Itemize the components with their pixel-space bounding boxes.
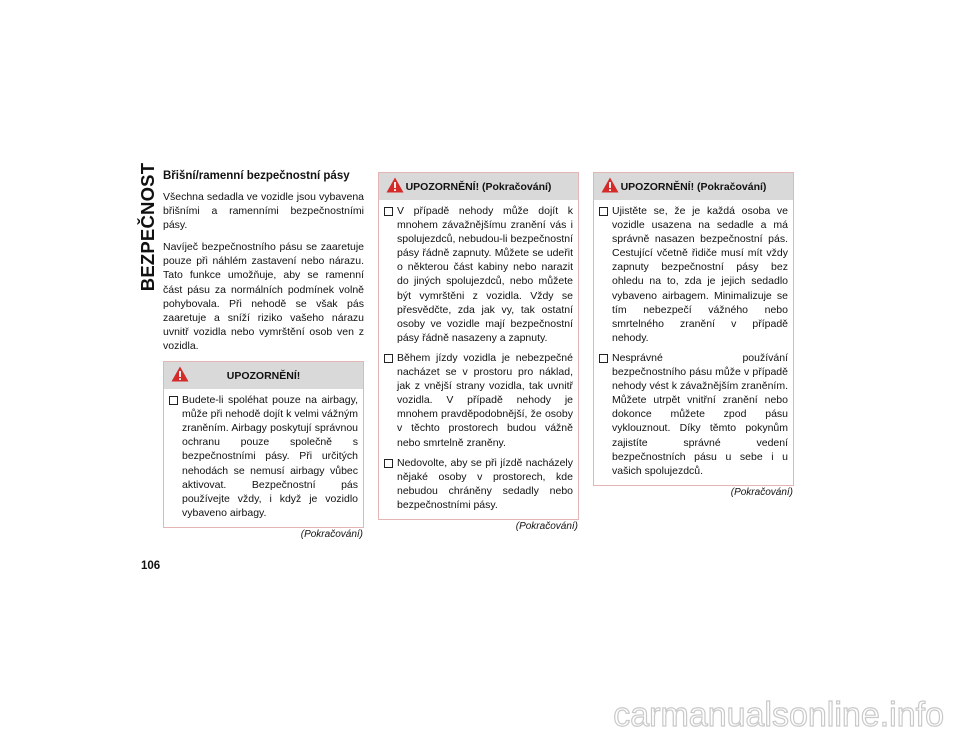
checkbox-bullet-icon [599,207,608,216]
column-1 [163,170,364,540]
column-3 [593,170,794,498]
warning-box [593,172,794,486]
list-item-text: Nedovolte, aby se při jízdě nacházely nějaké osoby v prostorech, kde nebudou chráněny sedadly nebo bezpečnostními pásy. [397,456,573,511]
checkbox-bullet-icon [384,354,393,363]
warning-title: UPOZORNĚNÍ! [226,369,301,382]
warning-body [594,200,793,485]
retractor-paragraph: Navíječ bezpečnostního pásu se zaaretuje pouze při náhlém zastavení nebo nárazu. Tato funkce umožňuje, aby se ramenní část pásu za normálních podmínek volně pohybovala. Při nehodě se však pás zaaretuje a sníží riziko vašeho nárazu uvnitř vozidla nebo vymrštění osob ven z vozidla. [163,241,364,352]
list-item [384,351,573,450]
checkbox-bullet-icon [384,459,393,468]
warning-box [378,172,579,520]
list-item [169,393,358,520]
page-number: 106 [141,560,161,572]
warning-body [379,200,578,519]
list-item [599,351,788,478]
intro-paragraph: Všechna sedadla ve vozidle jsou vybavena břišními a ramenními bezpečnostními pásy. [163,191,364,232]
warning-triangle-icon [601,177,619,193]
warning-body [164,389,363,527]
list-item [384,456,573,512]
list-item-text: Ujistěte se, že je každá osoba ve vozidle usazena na sedadle a má správně nasazen bezpečnostní pás. Cestující včetně řidiče musí mít vždy zapnuty bezpečnostní pásy bez ohledu na to, zda je jejich sedadlo vybaveno airbagem. Minimalizuje se tím nebezpečí vážného nebo smrtelného zranění v případě nehody. [612,205,788,344]
watermark-text: carmanualsonline.info [613,696,944,734]
warning-triangle-icon [386,177,404,193]
column-2 [378,170,579,532]
checkbox-bullet-icon [384,207,393,216]
continued-note: (Pokračování) [515,520,578,532]
continued-note: (Pokračování) [300,528,363,540]
watermark-logo [560,693,950,737]
checkbox-bullet-icon [169,396,178,405]
section-side-title-text: BEZPEČNOST [137,163,158,291]
list-item-text: Během jízdy vozidla je nebezpečné nacházet se v prostoru pro náklad, jak z vnější strany vozidla, tak uvnitř vozidla. V případě nehody je mnohem pravděpodobnější, že osoby v těchto prostorech budou vážně nebo smrtelně zraněny. [397,351,573,449]
warning-header [164,362,363,389]
warning-triangle-icon [171,366,189,382]
list-item [599,204,788,345]
section-side-title [133,163,163,291]
warning-box [163,361,364,528]
warning-header [594,173,793,200]
continued-note: (Pokračování) [730,486,793,498]
list-item [384,204,573,345]
warning-title: UPOZORNĚNÍ! (Pokračování) [620,180,767,193]
warning-title: UPOZORNĚNÍ! (Pokračování) [405,180,552,193]
warning-header [379,173,578,200]
checkbox-bullet-icon [599,354,608,363]
section-heading: Břišní/ramenní bezpečnostní pásy [163,170,350,182]
list-item-text: V případě nehody může dojít k mnohem závažnějšímu zranění vás i spolujezdců, nebudou-li bezpečnostní pásy řádně zapnuty. Můžete se udeřit o některou část kabiny nebo narazit do jiných spolujezdců, nebo můžete být vymrštěni z vozidla. Vždy se přesvědčte, zda jak vy, tak ostatní osoby ve vozidle mají bezpečnostní pásy řádně nasazeny a zapnuty. [397,205,573,344]
list-item-text: Nesprávné používání bezpečnostního pásu může v případě nehody vést k závažnějším zraněním. Můžete utrpět vnitřní zranění nebo dokonce můžete zpod pásu vyklouznout. Díky těmto pokynům zajistíte správné vedení bezpečnostních pásu u sebe i u vašich spolujezdců. [612,351,788,477]
list-item-text: Budete-li spoléhat pouze na airbagy, může při nehodě dojít k velmi vážným zraněním. Airbagy poskytují správnou ochranu pouze společně s bezpečnostními pásy. Při určitých nehodách se nemusí airbagy vůbec aktivovat. Bezpečnostní pás používejte vždy, i když je vozidlo vybaveno airbagy. [182,394,358,519]
